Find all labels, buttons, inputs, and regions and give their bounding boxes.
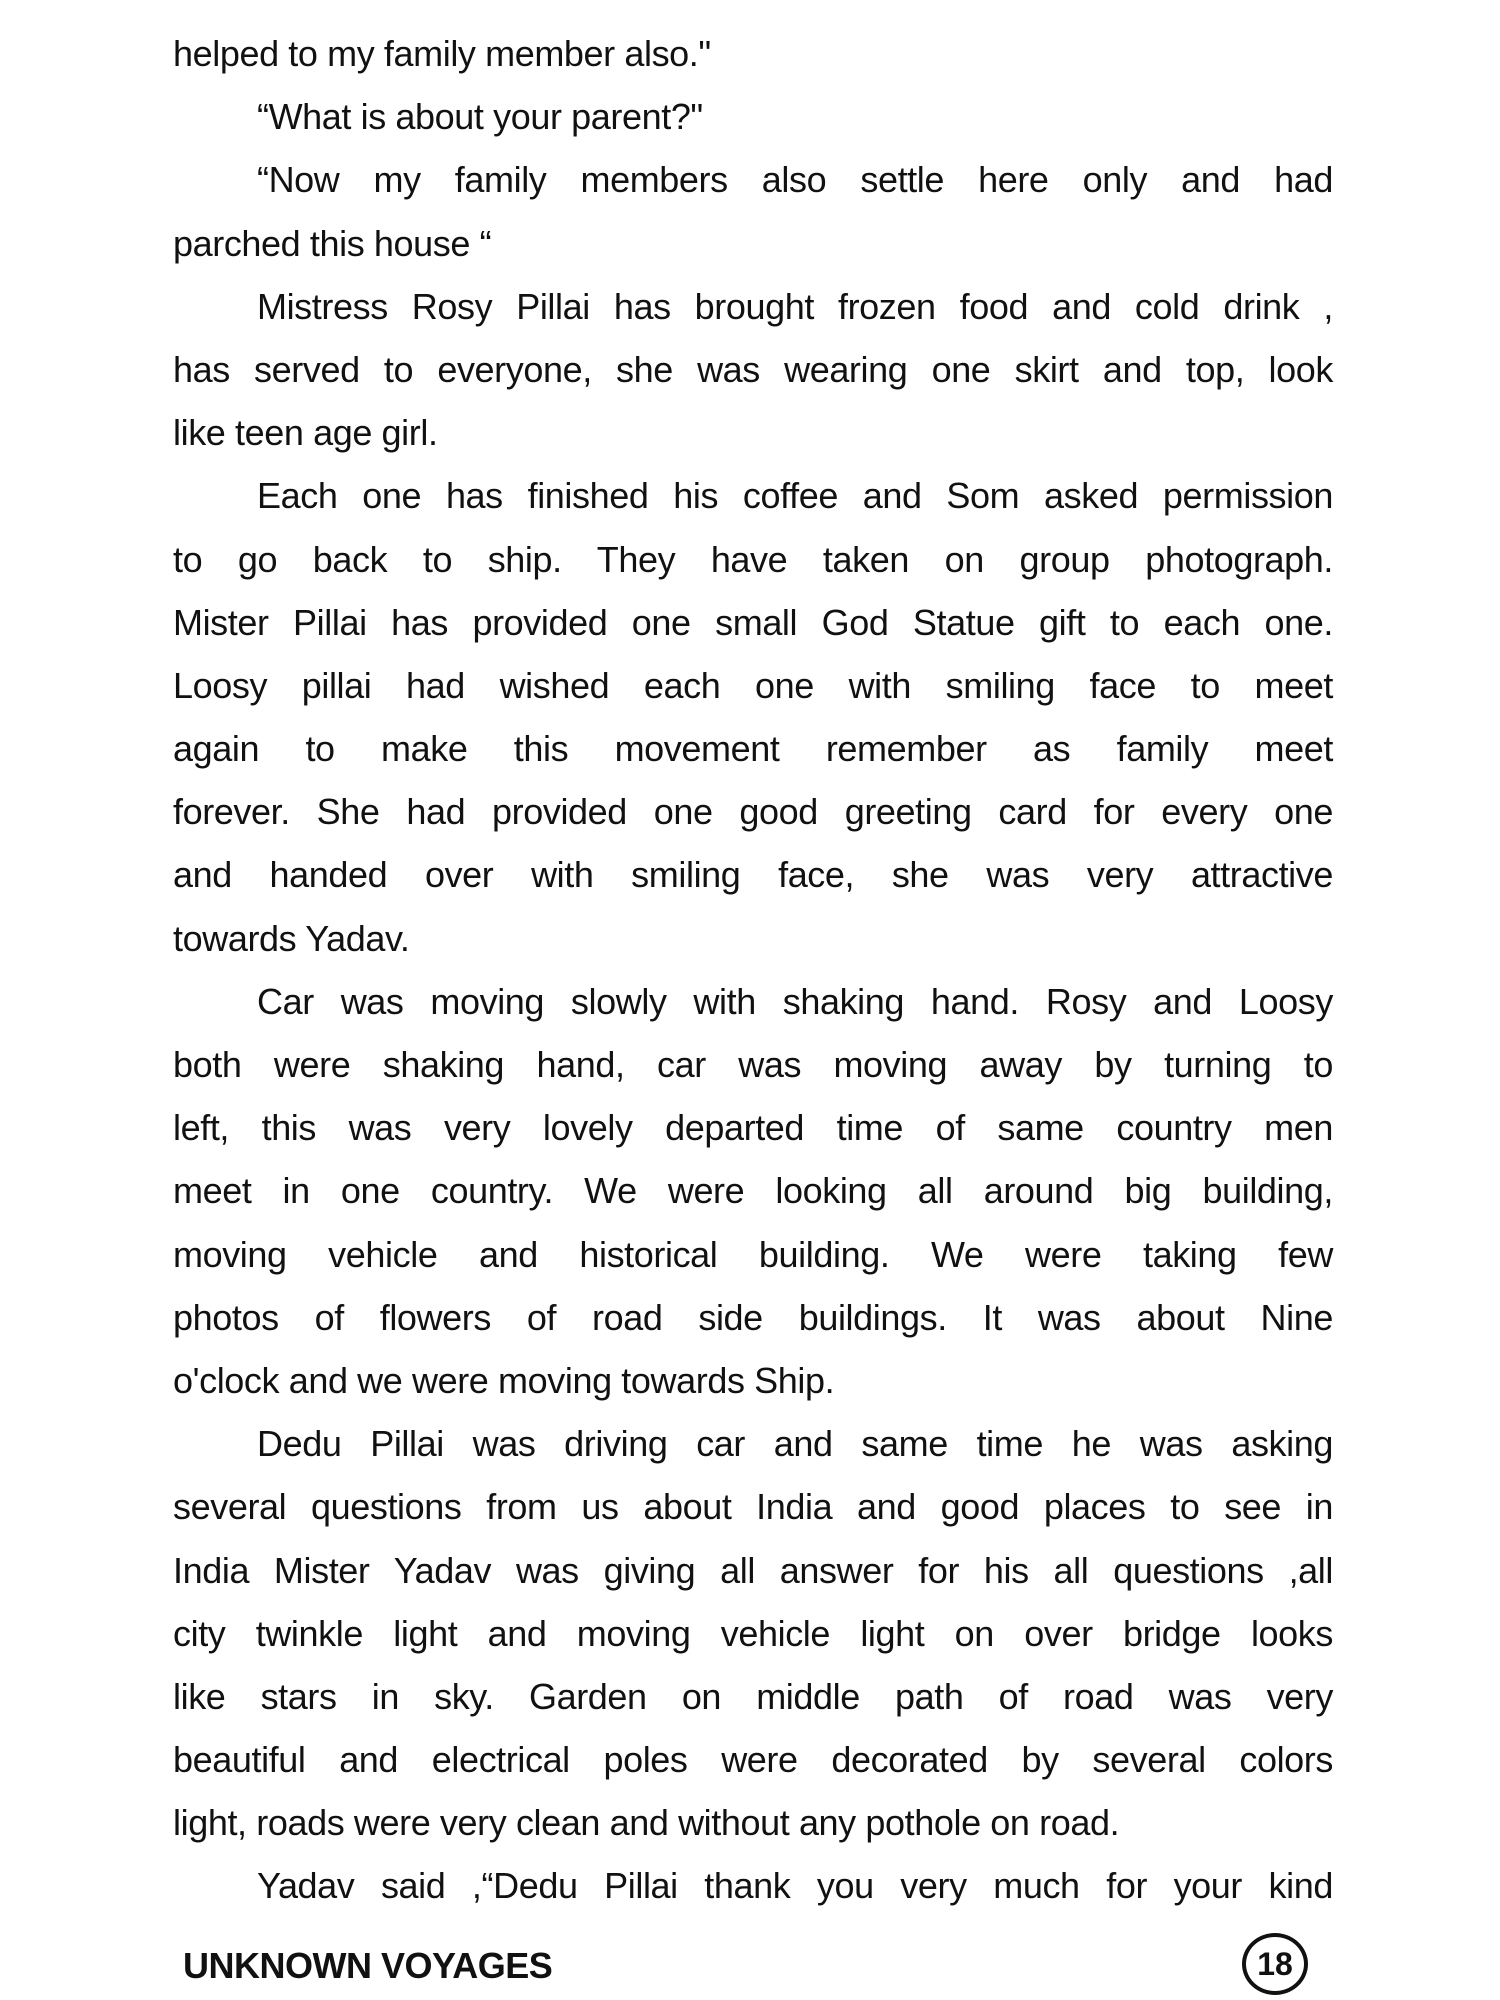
paragraph <box>173 85 1333 148</box>
text-line: “Now my family members also settle here only and had <box>257 159 1333 201</box>
text-line: Yadav said ,“Dedu Pillai thank you very much for your kind <box>257 1865 1333 1907</box>
page-number-badge: 18 <box>1242 1933 1308 1995</box>
paragraph <box>173 970 1333 1412</box>
text-line: moving vehicle and historical building. We were taking few <box>173 1233 1333 1275</box>
text-line: photos of flowers of road side buildings. It was about Nine <box>173 1296 1333 1338</box>
text-line: again to make this movement remember as family meet <box>173 728 1333 770</box>
text-line: helped to my family member also." <box>173 33 711 74</box>
text-line: meet in one country. We were looking all around big building, <box>173 1170 1333 1212</box>
paragraph <box>173 22 1333 85</box>
text-line: left, this was very lovely departed time of same country men <box>173 1107 1333 1149</box>
text-line: Car was moving slowly with shaking hand. Rosy and Loosy <box>257 980 1333 1022</box>
paragraph <box>173 275 1333 465</box>
text-line: city twinkle light and moving vehicle light on over bridge looks <box>173 1612 1333 1654</box>
text-line: forever. She had provided one good greeting card for every one <box>173 791 1333 833</box>
text-line: Loosy pillai had wished each one with smiling face to meet <box>173 664 1333 706</box>
text-line: like stars in sky. Garden on middle path of road was very <box>173 1675 1333 1717</box>
text-line: and handed over with smiling face, she was very attractive <box>173 854 1333 896</box>
text-line: Mistress Rosy Pillai has brought frozen food and cold drink , <box>257 285 1333 327</box>
text-line: several questions from us about India and good places to see in <box>173 1486 1333 1528</box>
text-line: India Mister Yadav was giving all answer for his all questions ,all <box>173 1549 1333 1591</box>
text-line: Mister Pillai has provided one small God Statue gift to each one. <box>173 601 1333 643</box>
paragraph <box>173 1854 1333 1917</box>
text-line: like teen age girl. <box>173 412 438 454</box>
text-line: beautiful and electrical poles were decorated by several colors <box>173 1739 1333 1781</box>
text-line: both were shaking hand, car was moving away by turning to <box>173 1044 1333 1085</box>
text-line: Each one has finished his coffee and Som asked permission <box>257 475 1333 517</box>
paragraph <box>173 1412 1333 1854</box>
footer-book-title: UNKNOWN VOYAGES <box>183 1945 553 1986</box>
text-line: to go back to ship. They have taken on group photograph. <box>173 538 1333 580</box>
text-line: has served to everyone, she was wearing one skirt and top, look <box>173 348 1333 390</box>
text-line: towards Yadav. <box>173 917 410 959</box>
text-line: o'clock and we were moving towards Ship. <box>173 1359 835 1401</box>
text-line: light, roads were very clean and without any pothole on road. <box>173 1802 1120 1844</box>
page-body <box>173 22 1333 1918</box>
paragraph <box>173 464 1333 970</box>
text-line: parched this house “ <box>173 222 492 264</box>
text-line: Dedu Pillai was driving car and same time he was asking <box>257 1423 1333 1465</box>
text-line: “What is about your parent?" <box>257 96 703 138</box>
paragraph <box>173 148 1333 274</box>
